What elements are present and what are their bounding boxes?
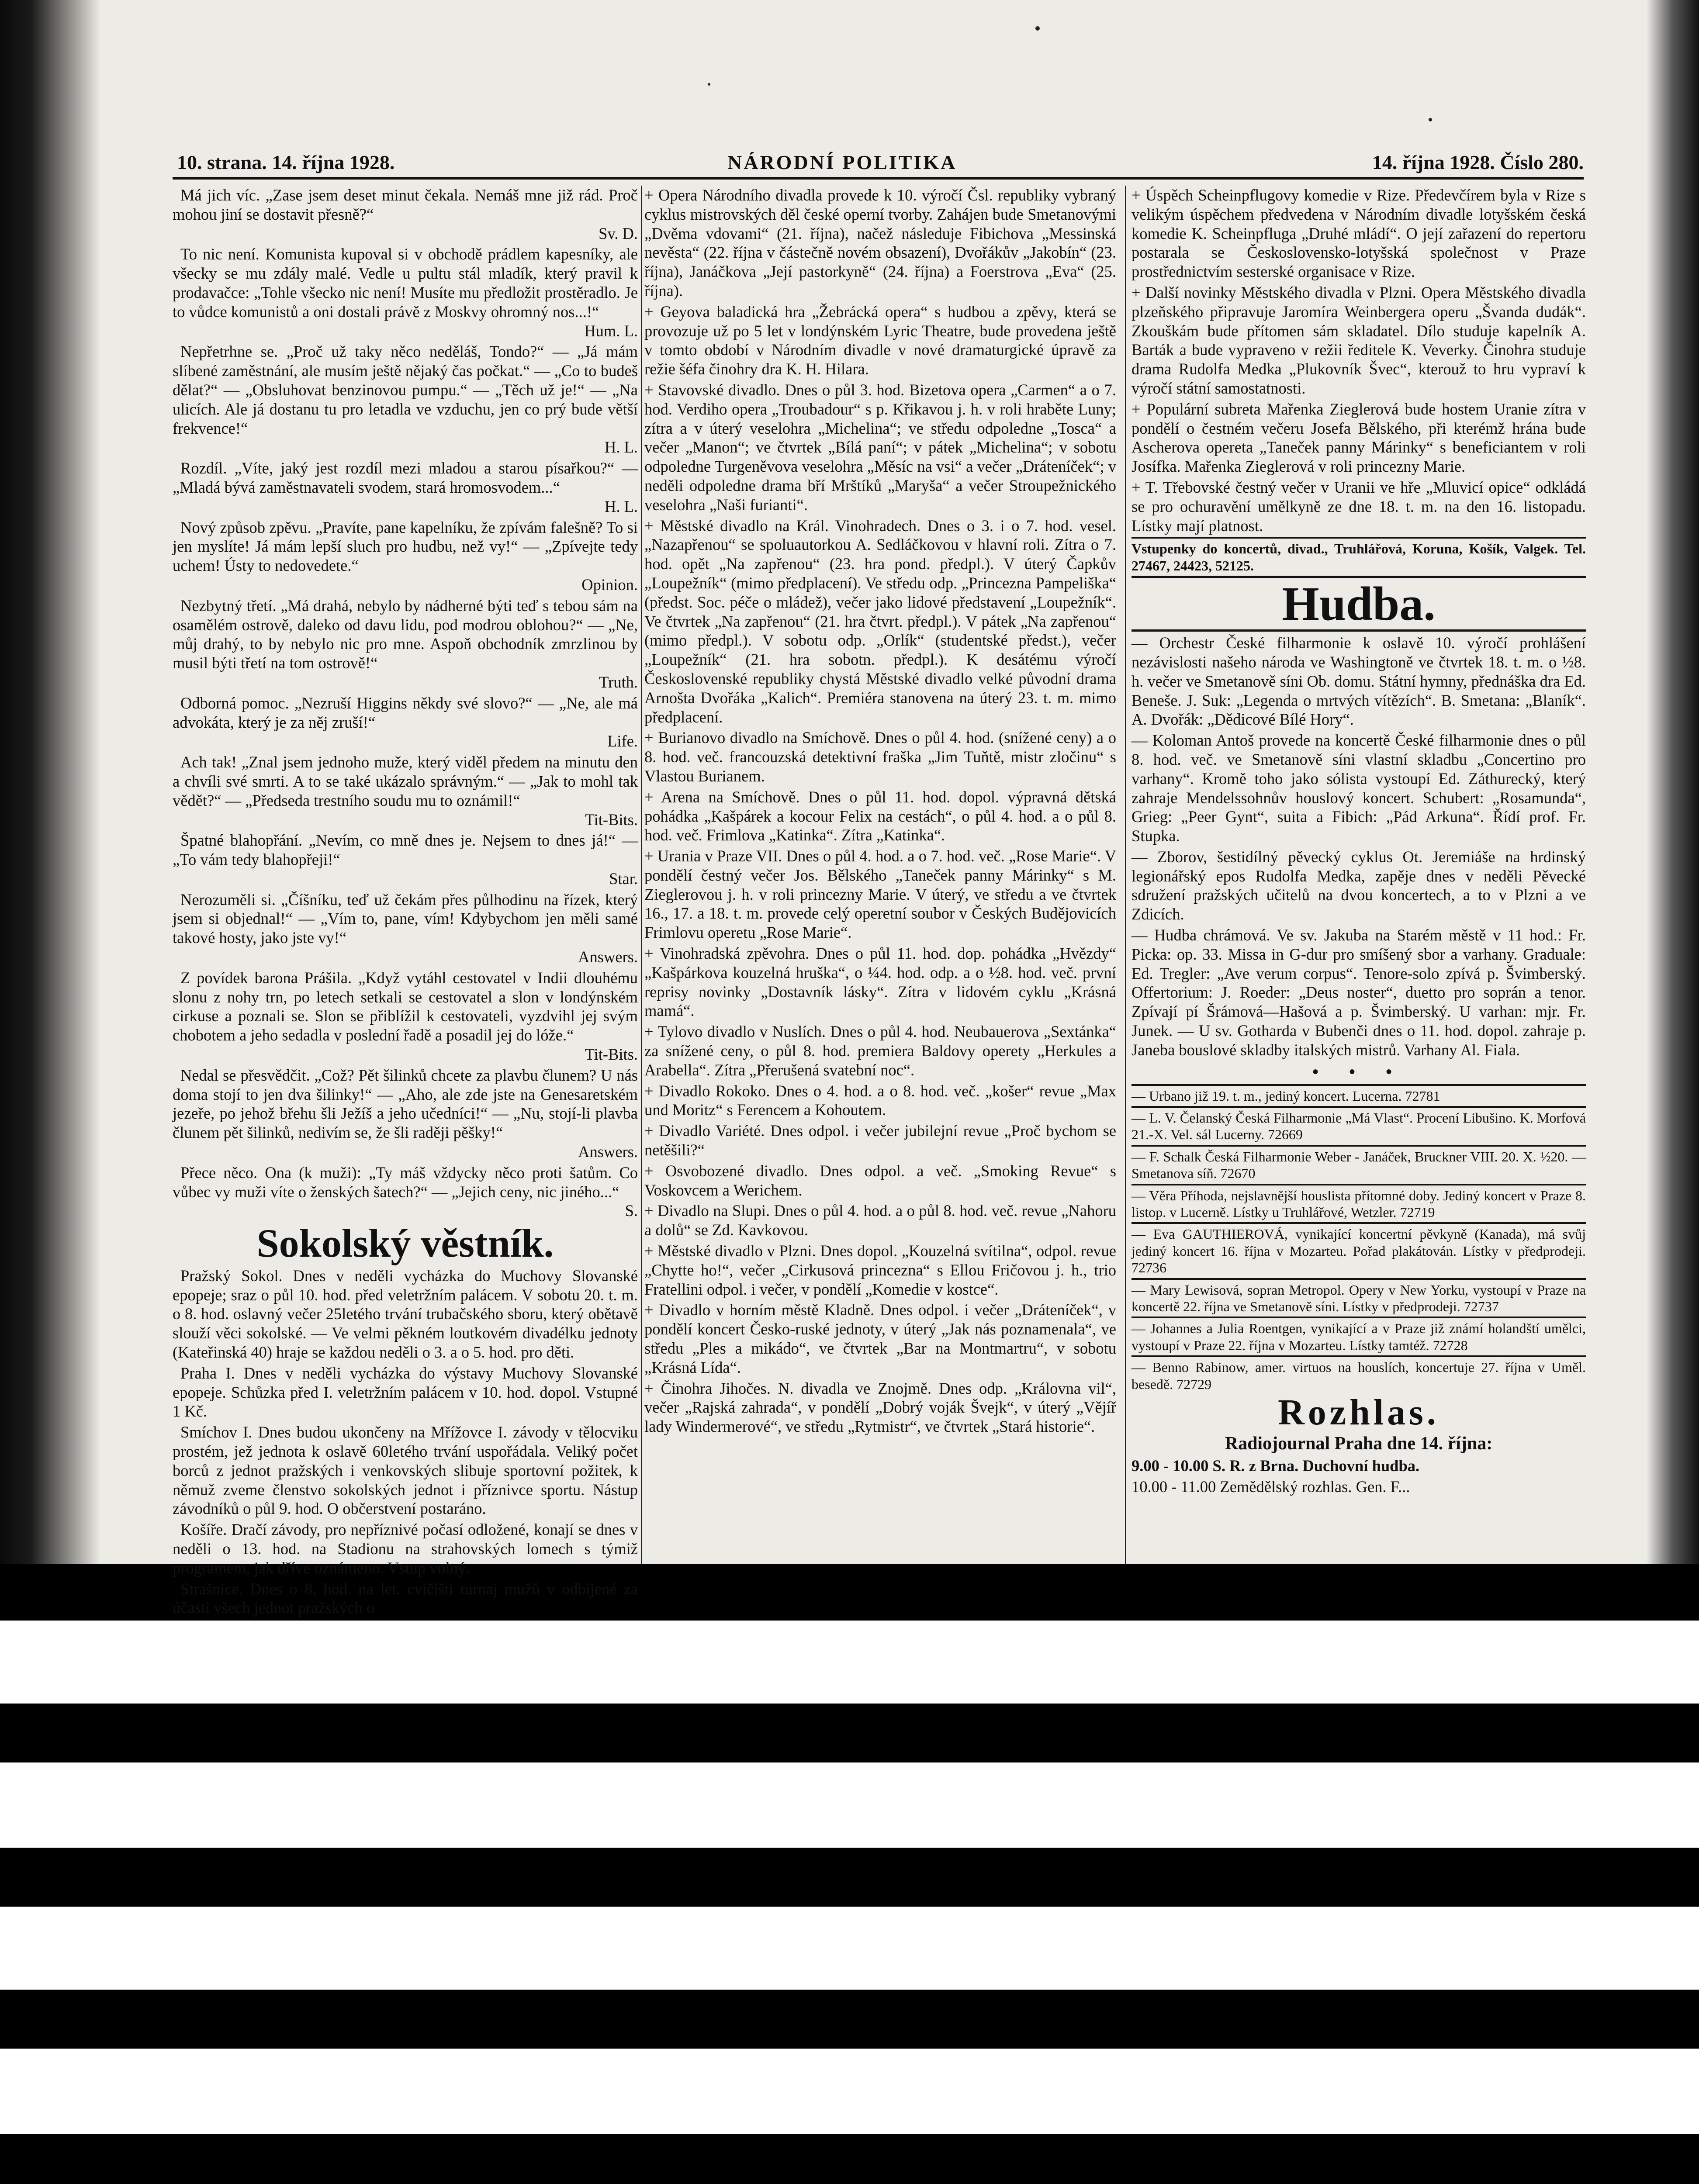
- sokol-section-title: Sokolský věstník.: [256, 1221, 554, 1266]
- music-notice: — Orchestr České filharmonie k oslavě 10. výročí prohlášení nezávislosti našeho národa ve Washingtoně ve čtvrtek 18. t. m. o ½8. h. večer ve Smetanově síni Ob. domu. Státní hymny, přednáška dra Ed. Beneše. J. Suk: „Legenda o mrtvých vítězích“. B. Smetana: „Blaník“. A. Dvořák: „Dědicové Bílé Hory“.: [1132, 634, 1586, 729]
- joke-source: Life.: [607, 732, 638, 750]
- sokol-paragraph: Pražský Sokol. Dnes v neděli vycházka do Muchovy Slovanské epopeje; sraz o půl 10. hod. před veletržním palácem. V sobotu 20. t. m. o 8. hod. oslavný večer 25letého trvání trubačského sboru, který obětavě slouží věci sokolské. — Ve velmi pěkném loutkovém divadélku jednoty (Kateřinská 40) hraje se každou neděli o 3. a o 5. hod. pro děti.: [173, 1266, 638, 1362]
- joke-source: Star.: [609, 869, 638, 888]
- music-notice: — Hudba chrámová. Ve sv. Jakuba na Starém městě v 11 hod.: Fr. Picka: op. 33. Missa in G-dur pro smíšený sbor a varhany. Graduale: Ed. Tregler: „Ave verum corpus“. Tenore-solo zpívá p. Švimberský. Offertorium: J. Roeder: „Deus noster“, duetto pro soprán a tenor. Zpívají pí Šrámová—Hašová a p. Švimberský. U varhan: mjr. Fr. Junek. — U sv. Gotharda v Bubenči dnes o 11. hod. dopol. zahraje p. Janeba bouslové skladby italských mistrů. Varhany Al. Fiala.: [1132, 926, 1586, 1059]
- radio-subtitle: Radiojournal Praha dne 14. října:: [1225, 1433, 1493, 1454]
- theatre-notice: + Osvobozené divadlo. Dnes odpol. a več. „Smoking Revue“ s Voskovcem a Werichem.: [644, 1161, 1116, 1199]
- sokol-paragraph: Smíchov I. Dnes budou ukončeny na Mřížovce I. závody v tělocviku prostém, jež jednota k oslavě 60letého trvání uspořádala. Veliký počet borců z jednot pražských i venkovských slibuje sportovní požitek, k němuž zveme členstvo sokolských jednot i příznivce sportu. Nástup závodníků o půl 9. hod. O občerstvení postaráno.: [173, 1423, 638, 1518]
- joke-paragraph: Nezbytný třetí. „Má drahá, nebylo by nádherné býti teď s tebou sám na osamělém ostrově, daleko od davu lidu, pod modrou oblohou?“ — „Ne, můj drahý, to by nebylo nic pro mne. Aspoň obchodník zmrzlinou by musil býti třetí na tom ostrově!“: [173, 596, 638, 672]
- header-date-left: 10. strana. 14. října 1928.: [177, 151, 395, 173]
- theatre-notice: + Stavovské divadlo. Dnes o půl 3. hod. Bizetova opera „Carmen“ a o 7. hod. Verdiho opera „Troubadour“ s p. Křikavou j. h. v roli hraběte Luny; zítra a v úterý veselohra „Michelina“; ve středu odpoledne „Tosca“ a večer „Manon“; ve čtvrtek „Bílá paní“; v pátek „Michelina“; v sobotu odpoledne Turgeněvova veselohra „Měsíc na vsi“ a večer „Dráteníček“; v neděli odpoledne drama bří Mrštíků „Maryša“ a večer Stroupežnického veselohra „Naši furianti“.: [644, 380, 1116, 514]
- joke-source: H. L.: [604, 438, 638, 456]
- radio-section-title: Rozhlas.: [1278, 1392, 1439, 1433]
- theatre-notice: + Divadlo Variété. Dnes odpol. i večer jubilejní revue „Proč bychom se netěšili?“: [644, 1122, 1116, 1159]
- white-stripe: [0, 1762, 1699, 1848]
- scan-edge-right: [1647, 0, 1699, 1564]
- theatre-notice: + Geyova baladická hra „Žebrácká opera“ s hudbou a zpěvy, která se provozuje už po 5 let v londýnském Lyric Theatre, bude provedena ještě v tomto období v Národním divadle v nové dramaturgické úpravě za režie šéfa činohry dra K. H. Hilara.: [644, 302, 1116, 378]
- theatre-notice: + Městské divadlo v Plzni. Dnes dopol. „Kouzelná svítilna“, odpol. revue „Chytte ho!“, večer „Cirkusová princezna“ s Ellou Fričovou j. h., trio Fratellini odpol. i večer, v pondělí „Komedie v kostce“.: [644, 1242, 1116, 1298]
- joke-source: Answers.: [578, 948, 638, 966]
- concert-ad: — Johannes a Julia Roentgen, vynikající a v Praze již známí holandští umělci, vystoupí v Praze 22. října v Mozarteu. Lístky tamtéž. 72728: [1132, 1317, 1586, 1354]
- theatre-notice: + Tylovo divadlo v Nuslích. Dnes o půl 4. hod. Neubauerova „Sextánka“ za snížené ceny, o půl 8. hod. premiera Baldovy operety „Herkules a Arabella“. Zítra „Přerušená svatební noc“.: [644, 1023, 1116, 1079]
- white-stripe: [0, 2049, 1699, 2134]
- page-header: [173, 151, 1584, 180]
- theatre-notice: + T. Třebovské čestný večer v Uranii ve hře „Mluvicí opice“ odkládá se pro ochuravění umělkyně ze dne 18. t. m. na den 16. listopadu. Lístky mají platnost.: [1132, 478, 1586, 535]
- joke-paragraph: To nic není. Komunista kupoval si v obchodě prádlem kapesníky, ale všecky se mu zdály malé. Vedle u pultu stál mladík, který pravil k prodavačce: „Tohle všecko nic není! Musíte mu předložit prostěradlo. Je to vůdce komunistů a oni dostali právě z Moskvy ohromný nos...!“: [173, 245, 638, 321]
- radio-line: 9.00 - 10.00 S. R. z Brna. Duchovní hudba.: [1132, 1457, 1420, 1475]
- theatre-notice: + Městské divadlo na Král. Vinohradech. Dnes o 3. i o 7. hod. vesel. „Nazapřenou“ se spoluautorkou A. Sedláčkovou v hlavní roli. Zítra o 7. hod. opět „Na zapřenou“ (23. hra pond. předpl.). V úterý Čapkův „Loupežník“ (mimo předplacení). Ve středu odp. „Princezna Pampeliška“ (předst. Soc. péče o mládež), večer jako lidové představení „Loupežník“. Ve čtvrtek „Na zapřenou“ (21. hra čtvrt. předpl.). V pátek „Na zapřenou“ (mimo předpl.). V sobotu odp. „Orlík“ (studentské předst.), večer „Loupežník“ (21. hra sobotn. předpl.). K desátému výročí Československé republiky chystá Městské divadlo velké původní drama Arnošta Dvořáka „Kalich“. Premiéra stanovena na úterý 23. t. m. mimo předplacení.: [644, 516, 1116, 726]
- column-jokes-sokol: [173, 186, 638, 1617]
- joke-source: Hum. L.: [584, 321, 638, 340]
- joke-source: Tit-Bits.: [585, 810, 638, 829]
- theatre-notice: + Populární subreta Mařenka Zieglerová bude hostem Uranie zítra v pondělí o čestném večeru Josefa Bělského, při kterémž hrána bude Ascherova opereta „Taneček panny Márinky“ s beneficiantem v roli Josífka. Mařenka Zieglerová v roli princezny Marie.: [1132, 400, 1586, 476]
- concert-ad: — Eva GAUTHIEROVÁ, vynikající koncertní pěvkyně (Kanada), má svůj jediný koncert 16. října v Mozarteu. Pořad plakátován. Lístky v předprodeji. 72736: [1132, 1222, 1586, 1276]
- white-stripe: [0, 1907, 1699, 1990]
- theatre-notice: + Další novinky Městského divadla v Plzni. Opera Městského divadla plzeňského připravuje Jaromíra Weinbergera operu „Švanda dudák“. Zkouškám bude přítomen sám skladatel. Dílo studuje kapelník A. Barták a bude vypraveno v režii ředitele K. Veverky. Činohra studuje drama Rudolfa Medka „Plukovník Švec“, kterouž to hru vypraví k výročí státní samostatnosti.: [1132, 283, 1586, 397]
- concert-ad: — L. V. Čelanský Česká Filharmonie „Má Vlast“. Procení Libušino. K. Morfová 21.-X. Vel. sál Lucerny. 72669: [1132, 1106, 1586, 1143]
- masthead-title: NÁRODNÍ POLITIKA: [727, 151, 957, 173]
- joke-paragraph: Nový způsob zpěvu. „Pravíte, pane kapelníku, že zpívám falešně? To si jen myslíte! Já mám lepší sluch pro hudbu, než vy!“ — „Zpívejte tedy uchem! Ústy to nedovedete.“: [173, 518, 638, 575]
- joke-source: Opinion.: [581, 575, 638, 594]
- concert-ad: — Urbano již 19. t. m., jediný koncert. Lucerna. 72781: [1132, 1084, 1586, 1104]
- joke-source: S.: [625, 1202, 638, 1220]
- theatre-notice: + Arena na Smíchově. Dnes o půl 11. hod. dopol. výpravná dětská pohádka „Kašpárek a kocour Felix na cestách“, o půl 4. hod. a o půl 8. hod. več. Frimlova „Katinka“. Zítra „Katinka“.: [644, 788, 1116, 844]
- header-date-right: 14. října 1928. Číslo 280.: [1372, 151, 1584, 173]
- column-theatre: [644, 186, 1116, 1564]
- joke-source: Sv. D.: [599, 224, 638, 242]
- joke-source: Tit-Bits.: [585, 1045, 638, 1064]
- joke-paragraph: Rozdíl. „Víte, jaký jest rozdíl mezi mladou a starou písařkou?“ — „Mladá bývá zaměstnavateli svodem, stará hromosvodem...“: [173, 459, 638, 496]
- column-music-radio: [1132, 186, 1586, 1564]
- joke-paragraph: Nepřetrhne se. „Proč už taky něco neděláš, Tondo?“ — „Já mám slíbené zaměstnání, ale musím ještě nějaký čas počkat.“ — „Co to budeš dělat?“ — „Obsluhovat benzinovou pumpu.“ — „Těch už je!“ — „Na ulicích. Ale já dostanu tu pro letadla ve vzduchu, jen co prý bude větší frekvence!“: [173, 342, 638, 437]
- music-notice: — Zborov, šestidílný pěvecký cyklus Ot. Jeremiáše na hrdinský legionářský epos Rudolfa Medka, zapěje dnes v neděli Pěvecké sdružení pražských učitelů na dvou koncertech, a to v Plzni a ve Zdicích.: [1132, 847, 1586, 923]
- concert-ad: — F. Schalk Česká Filharmonie Weber - Janáček, Bruckner VIII. 20. X. ½20. — Smetanova síň. 72670: [1132, 1145, 1586, 1182]
- joke-paragraph: Má jich víc. „Zase jsem deset minut čekala. Nemáš mne již rád. Proč mohou jiní se dostavit přesně?“: [173, 186, 638, 223]
- concert-ad: — Mary Lewisová, sopran Metropol. Opery v New Yorku, vystoupí v Praze na koncertě 22. října ve Smetanově síni. Lístky v předprodeji. 72737: [1132, 1278, 1586, 1315]
- joke-source: Answers.: [578, 1143, 638, 1161]
- joke-source: H. L.: [604, 497, 638, 515]
- dust-speck: [1035, 26, 1040, 31]
- theatre-notice: + Divadlo na Slupi. Dnes o půl 4. hod. a o půl 8. hod. več. revue „Nahoru a dolů“ se Zd. Kavkovou.: [644, 1202, 1116, 1239]
- music-notice: — Koloman Antoš provede na koncertě České filharmonie dnes o půl 8. hod. več. ve Smetanově síni vlastní skladbu „Concertino pro varhany“. Kromě toho jako sólista vystoupí Ed. Záthurecký, který zahraje Mendelssohnův houslový koncert. Schubert: „Rosamunda“, Grieg: „Peer Gynt“, suita a Fibich: „Pád Arkuna“. Řídí prof. Fr. Stupka.: [1132, 731, 1586, 845]
- joke-paragraph: Odborná pomoc. „Nezruší Higgins někdy své slovo?“ — „Ne, ale má advokáta, který je za něj zruší!“: [173, 694, 638, 731]
- theatre-notice: + Divadlo Rokoko. Dnes o 4. hod. a o 8. hod. več. „košer“ revue „Max und Moritz“ s Ferencem a Kohoutem.: [644, 1082, 1116, 1119]
- radio-line: 10.00 - 11.00 Zemědělský rozhlas. Gen. F...: [1132, 1478, 1410, 1496]
- concert-ad: — Věra Příhoda, nejslavnější houslista přítomné doby. Jediný koncert v Praze 8. listop. v Lucerně. Lístky u Truhlářové, Wetzler. 72719: [1132, 1184, 1586, 1221]
- theatre-notice: + Burianovo divadlo na Smíchově. Dnes o půl 4. hod. (snížené ceny) a o 8. hod. več. francouzská detektivní fraška „Jim Tuňtě, mistr zločinu“ s Vlastou Burianem.: [644, 729, 1116, 785]
- joke-paragraph: Špatné blahopřání. „Nevím, co mně dnes je. Nejsem to dnes já!“ — „To vám tedy blahopřeji!“: [173, 831, 638, 869]
- column-rule: [1125, 186, 1126, 1564]
- ticket-ad: Vstupenky do koncertů, divad., Truhlářová, Koruna, Košík, Valgek. Tel. 27467, 24423, 52125.: [1132, 537, 1586, 574]
- theatre-notice: + Urania v Praze VII. Dnes o půl 4. hod. a o 7. hod. več. „Rose Marie“. V pondělí čestný večer Jos. Bělského „Taneček panny Márinky“ s M. Zieglerovou j. h. v roli princezny Marie. V úterý, ve středu a ve čtvrtek 16., 17. a 18. t. m. provede celý operetní soubor v Českých Budějovicích Frimlovu operetu „Rose Marie“.: [644, 847, 1116, 942]
- joke-paragraph: Nedal se přesvědčit. „Což? Pět šilinků chcete za plavbu člunem? U nás doma stojí to jen dva šilinky!“ — „Aho, ale zde jste na Genesaretském jezeře, po jehož břehu šli Ježíš a jeho učedníci!“ — „Nu, stojí-li plavba člunem pět šilinků, nedivím se, že šli raději pěšky!“: [173, 1066, 638, 1142]
- column-rule: [641, 186, 642, 1564]
- sokol-paragraph: Strašnice. Dnes o 8. hod. na let. cvičišti turnaj mužů v odbíjené za účasti všech jednot pražských o: [173, 1579, 638, 1617]
- joke-paragraph: Z povídek barona Prášila. „Když vytáhl cestovatel v Indii dlouhému slonu z nohy trn, po letech setkali se cestovatel a slon v londýnském cirkuse a poznali se. Slon se přiblížil k cestovateli, vyzdvihl jej svým chobotem a jeho sedadla v poslední řadě a posadil jej do lóže.“: [173, 968, 638, 1044]
- white-stripe: [0, 1621, 1699, 1704]
- theatre-notice: + Divadlo v horním městě Kladně. Dnes odpol. i večer „Dráteníček“, v pondělí koncert Česko-ruské jednoty, v úterý „Jak nás poznamenala“, ve středu „Ples a mikádo“, ve čtvrtek „Bar na Montmartru“, v sobotu „Krásná Lída“.: [644, 1301, 1116, 1376]
- dust-speck: [708, 83, 710, 86]
- joke-paragraph: Přece něco. Ona (k muži): „Ty máš vždycky něco proti šatům. Co vůbec vy muži víte o ženských šatech?“ — „Jejich ceny, nic jiného...“: [173, 1163, 638, 1201]
- sokol-paragraph: Praha I. Dnes v neděli vycházka do výstavy Muchovy Slovanské epopeje. Schůzka před I. veletržním palácem v 10. hod. dopol. Vstupné 1 Kč.: [173, 1364, 638, 1420]
- joke-source: Truth.: [599, 673, 638, 691]
- theatre-notice: + Vinohradská zpěvohra. Dnes o půl 11. hod. dop. pohádka „Hvězdy“ „Kašpárkova kouzelná hruška“, o ¼4. hod. odp. a o ½8. hod. več. první reprisy novinky „Dostavník lásky“. Zítra v lidovém cyklu „Krásná mamá“.: [644, 944, 1116, 1020]
- dust-speck: [1429, 118, 1432, 121]
- music-section-title: Hudba.: [1132, 576, 1586, 632]
- theatre-notice: + Činohra Jihočes. N. divadla ve Znojmě. Dnes odp. „Královna vil“, večer „Rajská zahrada“, v pondělí „Dobrý voják Švejk“, v úterý „Vějíř lady Windermerové“, ve středu „Rytmistr“, ve čtvrtek „Stará historie“.: [644, 1379, 1116, 1436]
- concert-ad: — Benno Rabinow, amer. virtuos na houslích, koncertuje 27. října v Uměl. besedě. 72729: [1132, 1355, 1586, 1393]
- joke-paragraph: Nerozuměli si. „Číšníku, teď už čekám přes půlhodinu na řízek, který jsem si objednal!“ — „Vím to, pane, vím! Kdybychom jen měli samé takové hosty, jako jste vy!“: [173, 890, 638, 947]
- theatre-notice: + Opera Národního divadla provede k 10. výročí Čsl. republiky vybraný cyklus mistrovských děl české operní tvorby. Zahájen bude Smetanovými „Dvěma vdovami“ (21. října), načež následuje Fibichova „Messinská nevěsta“ (22. října v částečně novém obsazení), Dvořákův „Jakobín“ (23. října), Janáčkova „Její pastorkyně“ (24. října) a Foerstrova „Eva“ (25. října).: [644, 186, 1116, 300]
- theatre-notice: + Úspěch Scheinpflugovy komedie v Rize. Předevčírem byla v Rize s velikým úspěchem předvedena v Národním divadle lotyšském česká komedie K. Scheinpfluga „Druhé mládí“. O její zařazení do repertoru postarala se Československo-lotyšská společnost v Praze prostřednictvím sesterské organisace v Rize.: [1132, 186, 1586, 281]
- separator-dots: • • •: [1312, 1061, 1405, 1082]
- joke-paragraph: Ach tak! „Znal jsem jednoho muže, který viděl předem na minutu den a chvíli své smrti. A to se také ukázalo správným.“ — „Jak to mohl tak vědět?“ — „Předseda trestního soudu mu to oznámil!“: [173, 753, 638, 809]
- scan-stripe-pattern: [0, 1564, 1699, 2184]
- scan-edge-left: [0, 0, 100, 1564]
- sokol-paragraph: Košíře. Dračí závody, pro nepříznivé počasí odložené, konají se dnes v neděli o 13. hod. na Stadionu na strahovských lomech s týmiž programem, jak dříve oznámeno. Vstup volný.: [173, 1521, 638, 1577]
